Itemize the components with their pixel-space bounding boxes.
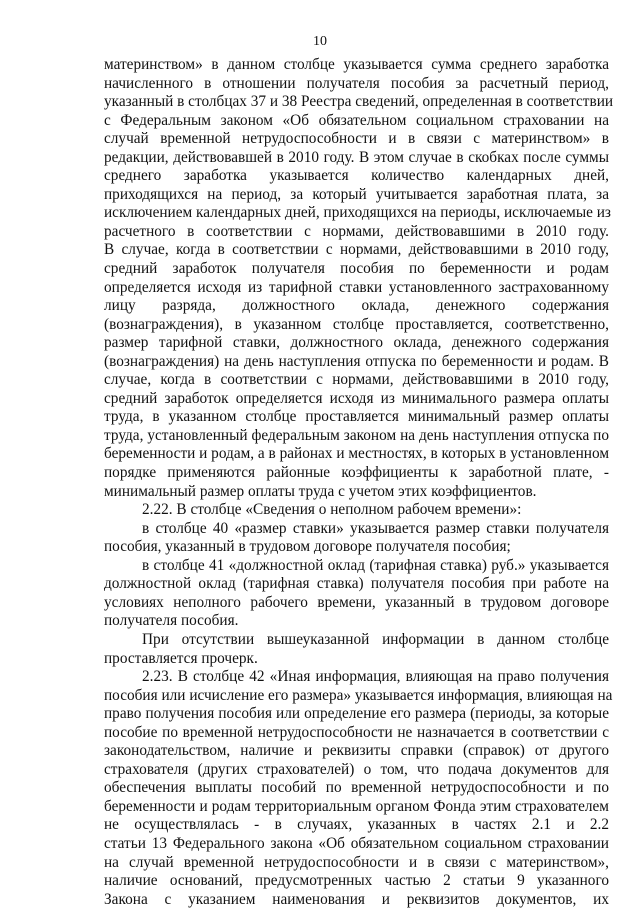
page-number: 10 xyxy=(313,34,327,49)
text-line: материнством» в данном столбце указывается сумма среднего заработка xyxy=(104,56,609,73)
text-line: (вознаграждения) на день наступления отпуска по беременности и родам. В xyxy=(104,352,609,370)
text-line: пособия или исчисление его размера» указывается информация, влияющая на xyxy=(104,686,613,704)
text-line: пособие по временной нетрудоспособности не назначается в соответствии с xyxy=(104,723,609,741)
text-line: исключением календарных дней, приходящихся на периоды, исключаемые из xyxy=(104,204,611,222)
text-line: При отсутствии вышеуказанной информации в данном столбце xyxy=(142,630,609,648)
text-line: в столбце 41 «должностной оклад (тарифная ставка) руб.» указывается xyxy=(142,556,609,574)
text-line: наличие оснований, предусмотренных частью 2 статьи 9 указанного xyxy=(104,872,609,890)
text-line: условиях неполного рабочего времени, указанный в трудовом договоре xyxy=(104,593,609,611)
text-line: труда, в указанном столбце проставляется минимальный размер оплаты xyxy=(104,408,609,426)
text-line: определяется исходя из тарифной ставки установленного застрахованному xyxy=(104,278,609,296)
text-line: средний заработок получателя пособия по беременности и родам xyxy=(104,260,609,278)
text-line: минимальный размер оплаты труда с учетом этих коэффициентов. xyxy=(104,482,537,500)
text-line: размер тарифной ставки, должностного оклада, денежного содержания xyxy=(104,334,609,352)
text-line: случае, когда в соответствии с нормами, действовавшими в 2010 году, xyxy=(104,371,609,389)
text-line: лицу разряда, должностного оклада, денежного содержания xyxy=(104,297,609,315)
text-line: беременности и родам, а в районах и местностях, в которых в установленном xyxy=(104,445,609,463)
text-line: средний заработок определяется исходя из минимального размера оплаты xyxy=(104,389,609,407)
text-line: среднего заработка указывается количество календарных дней, xyxy=(104,167,609,185)
text-line: проставляется прочерк. xyxy=(104,649,258,667)
text-line: порядке применяются районные коэффициенты к заработной плате, - xyxy=(104,464,609,482)
text-line: приходящихся на период, за который учитывается заработная плата, за xyxy=(104,185,609,203)
text-line: указанный в столбцах 37 и 38 Реестра сведений, определенная в соответствии xyxy=(104,93,614,111)
text-line: обеспечения выплаты пособий по временной нетрудоспособности и по xyxy=(104,779,609,797)
text-line: случай временной нетрудоспособности и в связи с материнством» в xyxy=(104,130,609,148)
text-line: В случае, когда в соответствии с нормами, действовавшими в 2010 году, xyxy=(104,241,609,259)
text-line: труда, установленный федеральным законом на день наступления отпуска по xyxy=(104,426,609,444)
text-line: право получения пособия или определение его размера (периоды, за которые xyxy=(104,705,609,723)
document-body xyxy=(104,56,614,909)
text-line: получателя пособия. xyxy=(104,612,239,630)
text-line: на случай временной нетрудоспособности и в связи с материнством», xyxy=(104,853,609,871)
text-line: редакции, действовавшей в 2010 году. В этом случае в скобках после суммы xyxy=(104,148,609,166)
text-line: (вознаграждения), в указанном столбце проставляется, соответственно, xyxy=(104,315,609,333)
text-line: расчетного в соответствии с нормами, действовавшими в 2010 году. xyxy=(104,222,609,240)
text-line: 2.23. В столбце 42 «Иная информация, влияющая на право получения xyxy=(142,668,609,686)
text-line: в столбце 40 «размер ставки» указывается размер ставки получателя xyxy=(142,519,609,537)
text-line: Закона с указанием наименования и реквизитов документов, их xyxy=(104,890,609,908)
text-line: пособия, указанный в трудовом договоре получателя пособия; xyxy=(104,538,511,556)
text-line: законодательством, наличие и реквизиты справки (справок) от другого xyxy=(104,742,609,760)
text-line: начисленного в отношении получателя пособия за расчетный период, xyxy=(104,74,609,92)
text-line: беременности и родам территориальным органом Фонда этим страхователем xyxy=(104,797,609,815)
text-line: статьи 13 Федерального закона «Об обязательном социальном страховании xyxy=(104,834,609,852)
text-line: с Федеральным законом «Об обязательном социальном страховании на xyxy=(104,111,609,129)
text-line: 2.22. В столбце «Сведения о неполном рабочем времени»: xyxy=(142,501,522,519)
text-line: должностной оклад (тарифная ставка) получателя пособия при работе на xyxy=(104,575,609,593)
text-line: не осуществлялась - в случаях, указанных в частях 2.1 и 2.2 xyxy=(104,816,609,834)
text-line: страхователя (других страхователей) о том, что подача документов для xyxy=(104,760,609,778)
